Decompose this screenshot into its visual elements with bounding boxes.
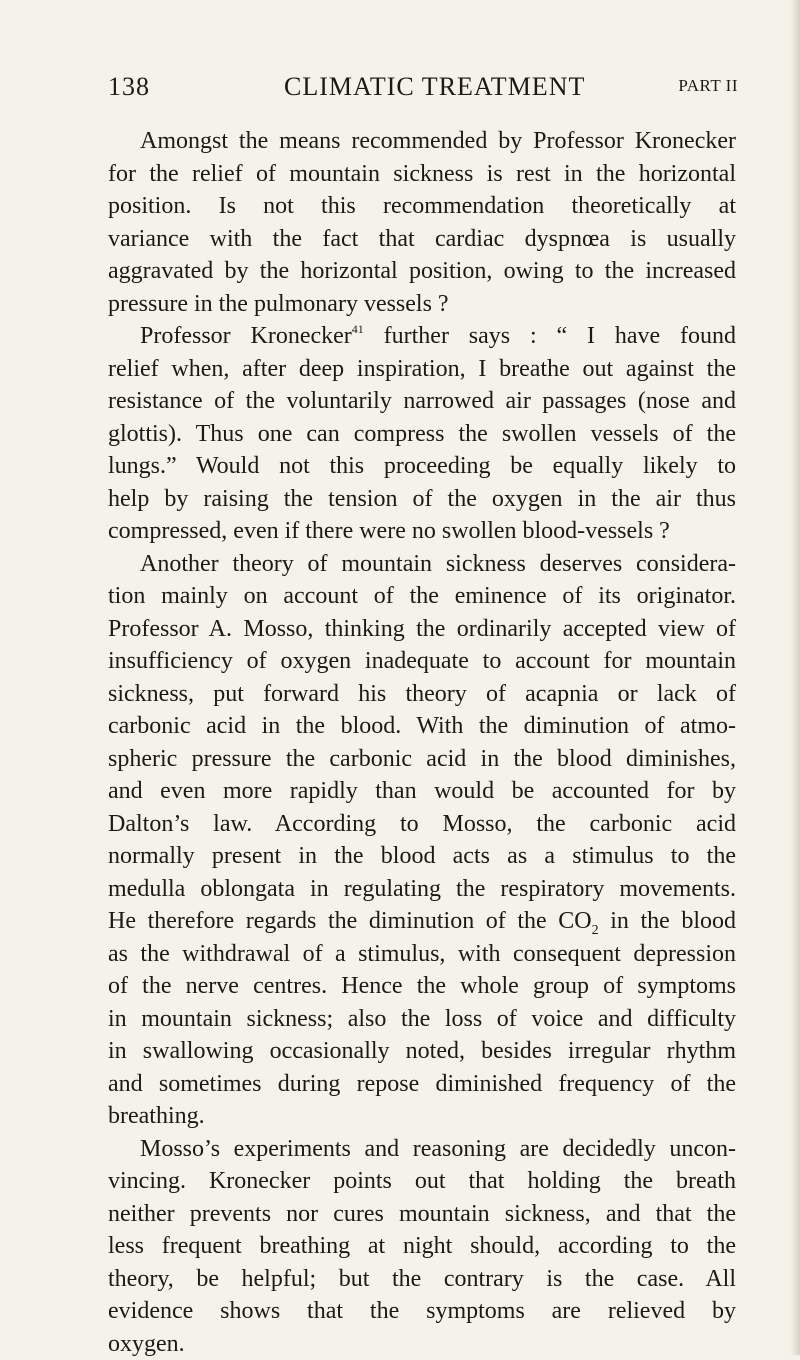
text-fragment: further says : “ I have found	[364, 323, 736, 349]
text-fragment: He therefore regards the diminution of the	[108, 908, 558, 934]
text-line: Amongst the means recommended by Professor Kronecker	[108, 125, 736, 158]
text-line: and even more rapidly than would be accounted for by	[108, 775, 736, 808]
text-line: pressure in the pulmonary vessels ?	[108, 288, 736, 321]
text-line: variance with the fact that cardiac dyspnœa is usually	[108, 223, 736, 256]
body-text	[108, 125, 736, 1360]
text-line: glottis). Thus one can compress the swollen vessels of the	[108, 418, 736, 451]
text-line: medulla oblongata in regulating the respiratory movements.	[108, 873, 736, 906]
text-line	[108, 320, 736, 353]
text-line: Dalton’s law. According to Mosso, the carbonic acid	[108, 808, 736, 841]
text-line: relief when, after deep inspiration, I breathe out against the	[108, 353, 736, 386]
formula-subscript: 2	[592, 923, 599, 938]
text-line: tion mainly on account of the eminence of its originator.	[108, 580, 736, 613]
text-line: oxygen.	[108, 1328, 736, 1360]
text-line: sickness, put forward his theory of acapnia or lack of	[108, 678, 736, 711]
text-line: help by raising the tension of the oxygen in the air thus	[108, 483, 736, 516]
text-line: normally present in the blood acts as a stimulus to the	[108, 840, 736, 873]
footnote-reference: 41	[352, 322, 364, 336]
text-line: breathing.	[108, 1100, 736, 1133]
page-edge-shadow	[790, 0, 800, 1355]
text-line: in mountain sickness; also the loss of voice and difficulty	[108, 1003, 736, 1036]
text-line: theory, be helpful; but the contrary is the case. All	[108, 1263, 736, 1296]
text-line: neither prevents nor cures mountain sickness, and that the	[108, 1198, 736, 1231]
chapter-title: CLIMATIC TREATMENT	[284, 72, 585, 102]
text-line: resistance of the voluntarily narrowed air passages (nose and	[108, 385, 736, 418]
text-line: Professor A. Mosso, thinking the ordinarily accepted view of	[108, 613, 736, 646]
text-line: as the withdrawal of a stimulus, with consequent depression	[108, 938, 736, 971]
formula-base: CO	[558, 908, 591, 934]
text-line: and sometimes during repose diminished frequency of the	[108, 1068, 736, 1101]
text-line: for the relief of mountain sickness is rest in the horizontal	[108, 158, 736, 191]
text-line: spheric pressure the carbonic acid in the blood diminishes,	[108, 743, 736, 776]
text-line: less frequent breathing at night should, according to the	[108, 1230, 736, 1263]
text-line: of the nerve centres. Hence the whole group of symptoms	[108, 970, 736, 1003]
page-number: 138	[108, 72, 150, 102]
text-line: lungs.” Would not this proceeding be equally likely to	[108, 450, 736, 483]
part-label: PART II	[678, 76, 738, 96]
text-fragment: in the blood	[599, 908, 736, 934]
running-head	[108, 72, 738, 108]
text-fragment: Professor Kronecker	[140, 323, 352, 349]
text-line: evidence shows that the symptoms are relieved by	[108, 1295, 736, 1328]
text-line: insufficiency of oxygen inadequate to account for mountain	[108, 645, 736, 678]
text-line	[108, 905, 736, 938]
text-line: aggravated by the horizontal position, owing to the increased	[108, 255, 736, 288]
chemical-formula-co2	[558, 908, 598, 934]
text-line: vincing. Kronecker points out that holding the breath	[108, 1165, 736, 1198]
text-line: compressed, even if there were no swollen blood-vessels ?	[108, 515, 736, 548]
text-line: Another theory of mountain sickness deserves considera-	[108, 548, 736, 581]
text-line: carbonic acid in the blood. With the diminution of atmo-	[108, 710, 736, 743]
text-line: Mosso’s experiments and reasoning are decidedly uncon-	[108, 1133, 736, 1166]
text-line: position. Is not this recommendation theoretically at	[108, 190, 736, 223]
text-line: in swallowing occasionally noted, besides irregular rhythm	[108, 1035, 736, 1068]
